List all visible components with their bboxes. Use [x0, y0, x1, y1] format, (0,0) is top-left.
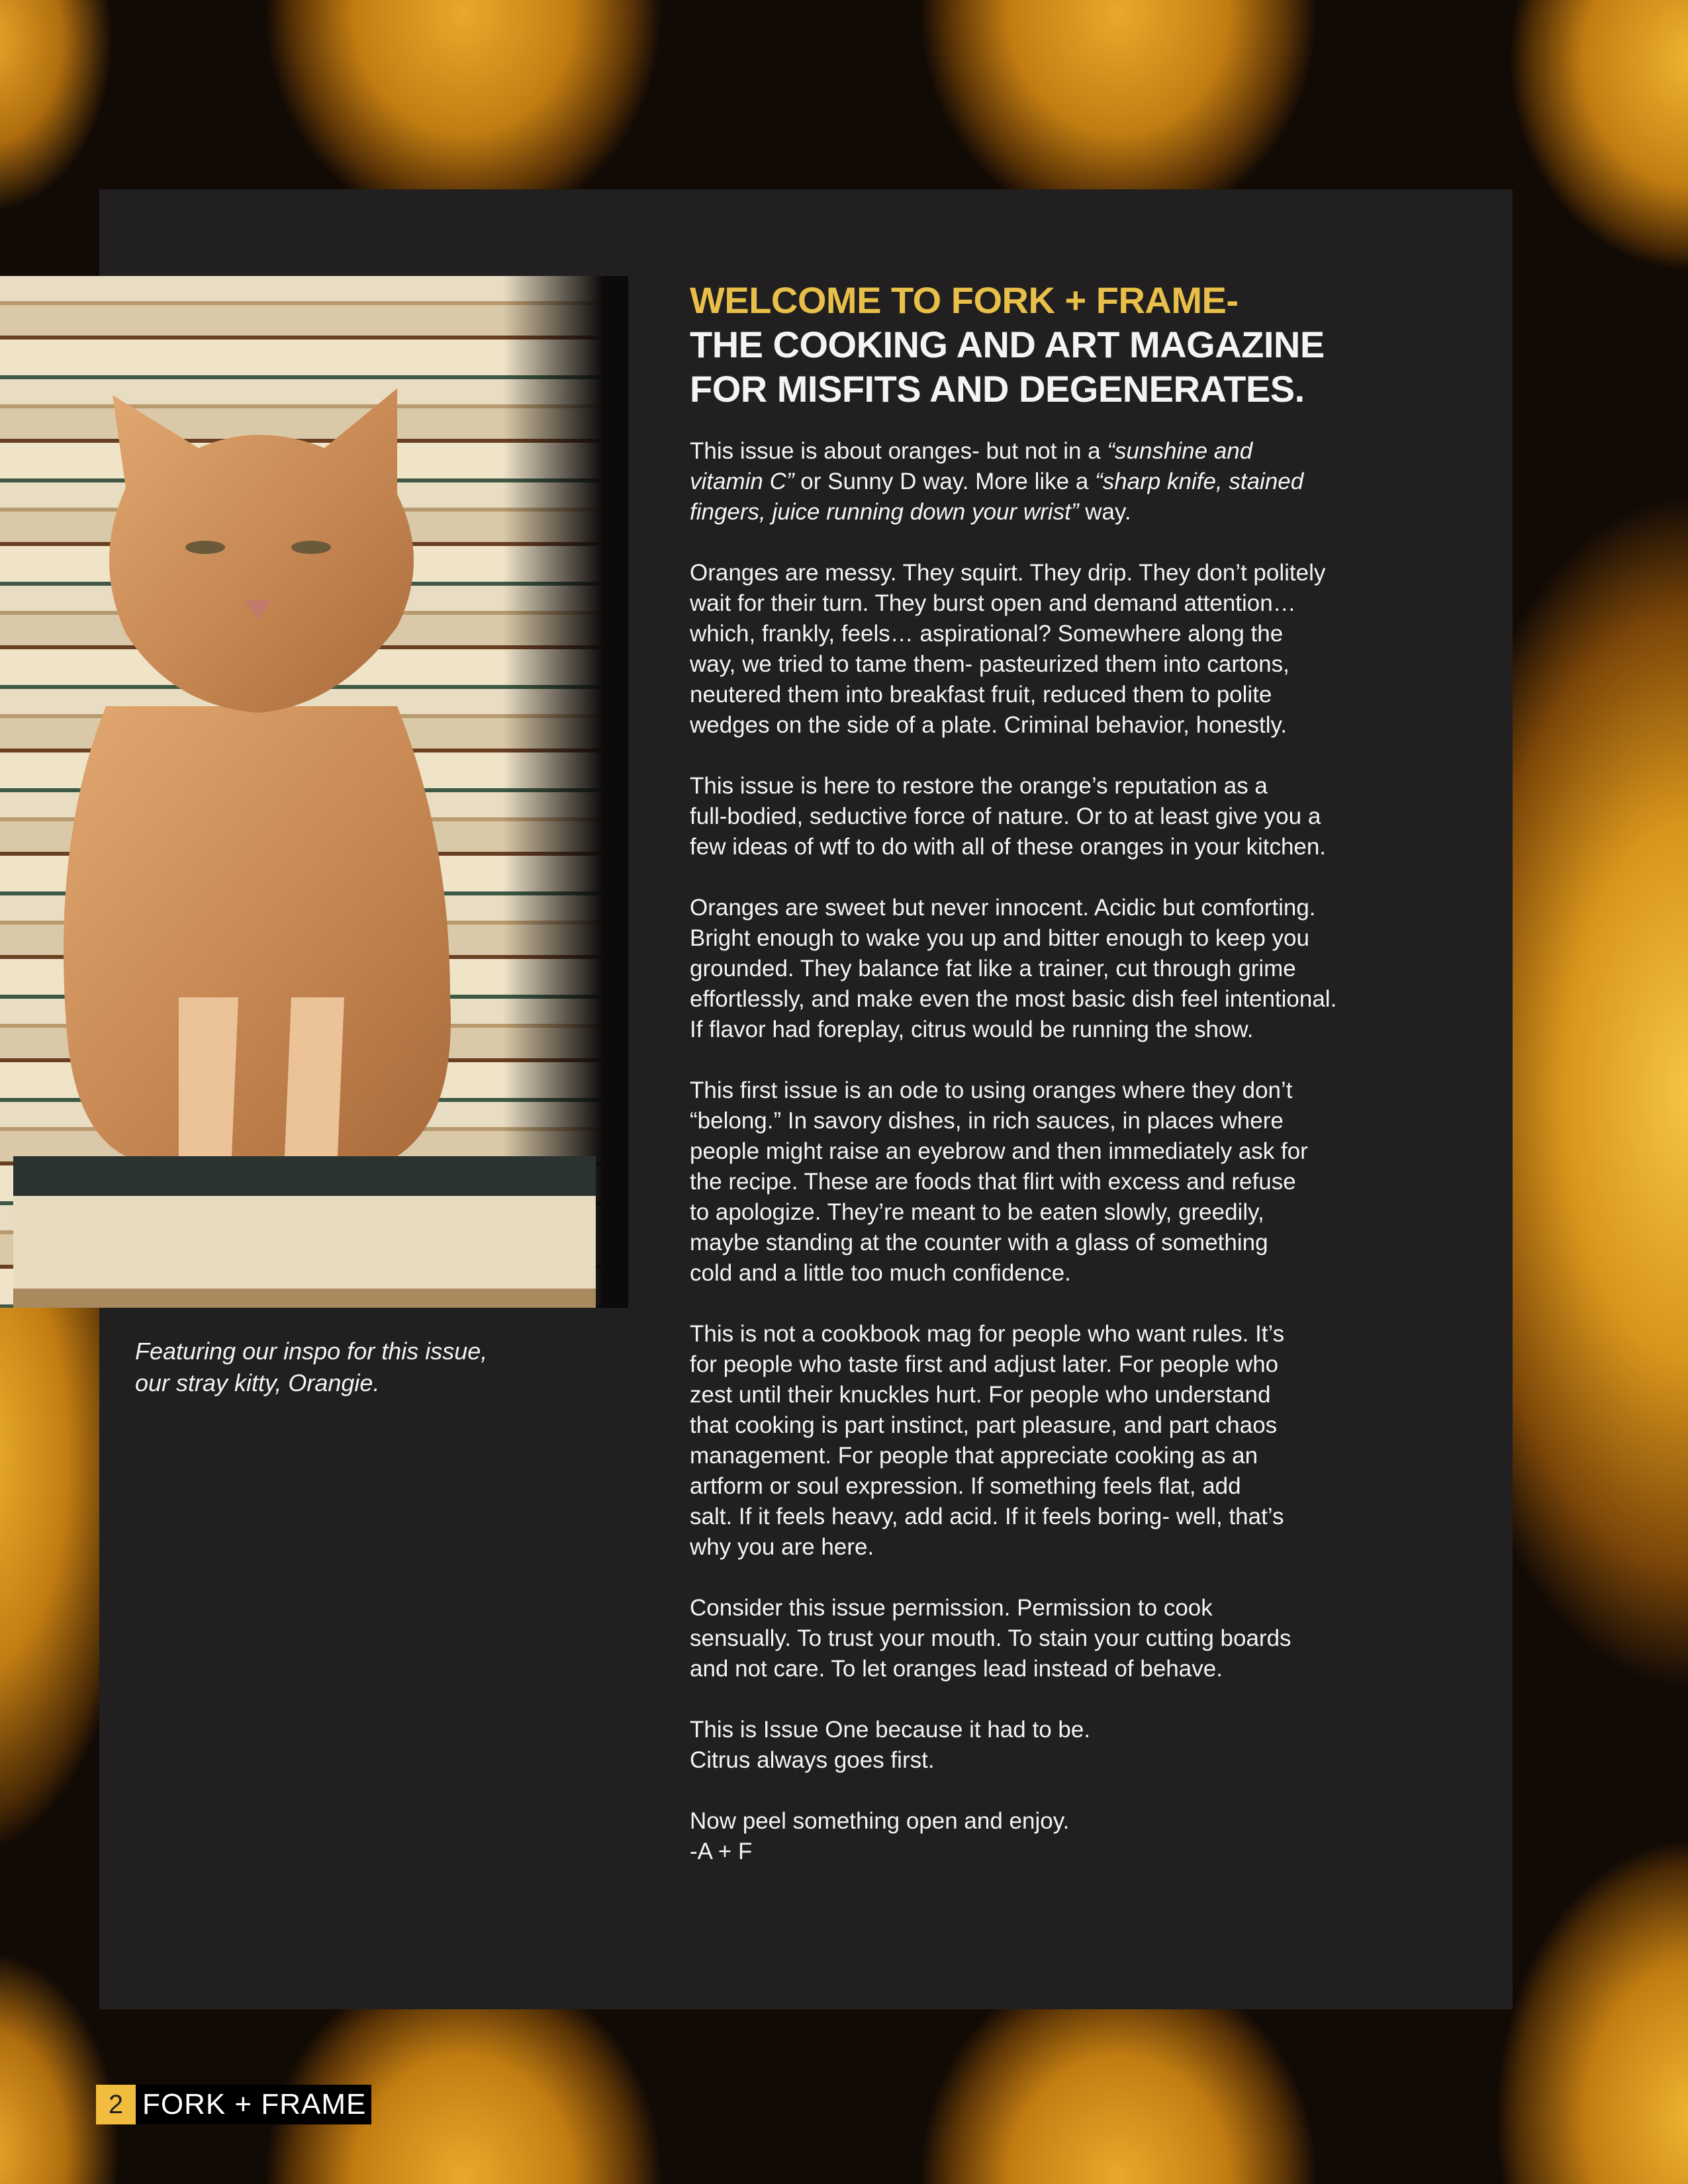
text-line	[690, 1349, 1471, 1380]
text-line	[690, 1654, 1471, 1684]
caption-line: our stray kitty, Orangie.	[135, 1369, 380, 1396]
text-line	[690, 497, 1471, 527]
cat-photo	[0, 276, 628, 1308]
text: grounded. They balance fat like a trainer, cut through grime	[690, 956, 1296, 981]
italic-text: “sunshine and	[1107, 438, 1253, 464]
italic-text: “sharp knife, stained	[1095, 469, 1304, 494]
text: and not care. To let oranges lead instead of behave.	[690, 1656, 1223, 1682]
text-line	[690, 1532, 1471, 1563]
text-line	[690, 1715, 1471, 1745]
text: people might raise an eyebrow and then immediately ask for	[690, 1138, 1308, 1164]
text-line	[690, 923, 1471, 954]
text-line	[690, 954, 1471, 984]
text: full-bodied, seductive force of nature. Or to at least give you a	[690, 803, 1321, 829]
text-line	[690, 893, 1471, 923]
text-line	[690, 1228, 1471, 1258]
text-line	[690, 1806, 1471, 1837]
paragraph	[690, 1806, 1471, 1867]
text: neutered them into breakfast fruit, reduced them to polite	[690, 682, 1272, 707]
text-line	[690, 1136, 1471, 1167]
text: to apologize. They’re meant to be eaten slowly, greedily,	[690, 1199, 1264, 1225]
text: artform or soul expression. If something feels flat, add	[690, 1473, 1241, 1499]
paragraph	[690, 558, 1471, 741]
page-number: 2	[96, 2085, 136, 2124]
text-line	[690, 1410, 1471, 1441]
text: zest until their knuckles hurt. For people who understand	[690, 1382, 1271, 1408]
text-line	[690, 1258, 1471, 1289]
paragraph	[690, 436, 1471, 527]
paragraph	[690, 1593, 1471, 1684]
text-line	[690, 1441, 1471, 1471]
text: salt. If it feels heavy, add acid. If it feels boring- well, that’s	[690, 1504, 1284, 1529]
text: Oranges are messy. They squirt. They drip. They don’t politely	[690, 560, 1326, 586]
text-line	[690, 467, 1471, 497]
text: that cooking is part instinct, part pleasure, and part chaos	[690, 1412, 1278, 1438]
text: or Sunny D way. More like a	[794, 469, 1096, 494]
paragraph	[690, 1075, 1471, 1289]
text-line	[690, 1197, 1471, 1228]
text: This issue is about oranges- but not in a	[690, 438, 1107, 464]
text-line	[690, 649, 1471, 680]
text: for people who taste first and adjust later. For people who	[690, 1351, 1279, 1377]
text-line	[690, 832, 1471, 862]
text-line	[690, 1837, 1471, 1867]
text-line	[690, 1745, 1471, 1776]
editorial-body	[690, 436, 1471, 1867]
text: This issue is here to restore the orange’s reputation as a	[690, 773, 1268, 799]
paragraph	[690, 1715, 1471, 1776]
paragraph	[690, 893, 1471, 1045]
text-line	[690, 1075, 1471, 1106]
text-line	[690, 1623, 1471, 1654]
text: This is Issue One because it had to be.	[690, 1717, 1091, 1743]
text-line	[690, 1471, 1471, 1502]
photo-caption	[135, 1336, 487, 1399]
paragraph	[690, 1319, 1471, 1563]
text-line	[690, 1015, 1471, 1045]
text: -A + F	[690, 1839, 753, 1864]
text: Now peel something open and enjoy.	[690, 1808, 1070, 1834]
text: Oranges are sweet but never innocent. Acidic but comforting.	[690, 895, 1316, 921]
text: If flavor had foreplay, citrus would be running the show.	[690, 1017, 1254, 1042]
heading-subtitle: FOR MISFITS AND DEGENERATES.	[690, 368, 1305, 410]
text-line	[690, 588, 1471, 619]
italic-text: vitamin C”	[690, 469, 794, 494]
text-line	[690, 1106, 1471, 1136]
text: way.	[1078, 499, 1131, 525]
text: why you are here.	[690, 1534, 874, 1560]
cat-illustration	[26, 336, 503, 1216]
text-line	[690, 1319, 1471, 1349]
text: Citrus always goes first.	[690, 1747, 935, 1773]
text: few ideas of wtf to do with all of these oranges in your kitchen.	[690, 834, 1327, 860]
italic-text: fingers, juice running down your wrist”	[690, 499, 1079, 525]
text: management. For people that appreciate cooking as an	[690, 1443, 1258, 1469]
text-line	[690, 619, 1471, 649]
text: Consider this issue permission. Permission to cook	[690, 1595, 1213, 1621]
fork-frame-logo: FORK + FRAME	[136, 2085, 371, 2124]
text-line	[690, 771, 1471, 801]
text: “belong.” In savory dishes, in rich sauces, in places where	[690, 1108, 1284, 1134]
heading-subtitle: THE COOKING AND ART MAGAZINE	[690, 324, 1325, 365]
text-line	[690, 436, 1471, 467]
page-footer	[96, 2085, 371, 2124]
text-line	[690, 710, 1471, 741]
text: wedges on the side of a plate. Criminal behavior, honestly.	[690, 712, 1288, 738]
text-line	[690, 1593, 1471, 1623]
caption-line: Featuring our inspo for this issue,	[135, 1338, 488, 1365]
text: Bright enough to wake you up and bitter enough to keep you	[690, 925, 1309, 951]
editorial-column	[690, 278, 1471, 1897]
text: sensually. To trust your mouth. To stain your cutting boards	[690, 1625, 1291, 1651]
text: the recipe. These are foods that flirt with excess and refuse	[690, 1169, 1296, 1195]
text-line	[690, 1502, 1471, 1532]
text: This is not a cookbook mag for people who want rules. It’s	[690, 1321, 1285, 1347]
text: way, we tried to tame them- pasteurized them into cartons,	[690, 651, 1289, 677]
text-line	[690, 801, 1471, 832]
text: wait for their turn. They burst open and demand attention…	[690, 590, 1296, 616]
text: which, frankly, feels… aspirational? Somewhere along the	[690, 621, 1284, 647]
text-line	[690, 1380, 1471, 1410]
paragraph	[690, 771, 1471, 862]
text-line	[690, 558, 1471, 588]
text-line	[690, 1167, 1471, 1197]
text: maybe standing at the counter with a glass of something	[690, 1230, 1268, 1255]
text: This first issue is an ode to using oranges where they don’t	[690, 1077, 1293, 1103]
text-line	[690, 680, 1471, 710]
text: effortlessly, and make even the most basic dish feel intentional.	[690, 986, 1337, 1012]
heading-welcome: WELCOME TO FORK + FRAME-	[690, 279, 1239, 321]
text-line	[690, 984, 1471, 1015]
text: cold and a little too much confidence.	[690, 1260, 1071, 1286]
